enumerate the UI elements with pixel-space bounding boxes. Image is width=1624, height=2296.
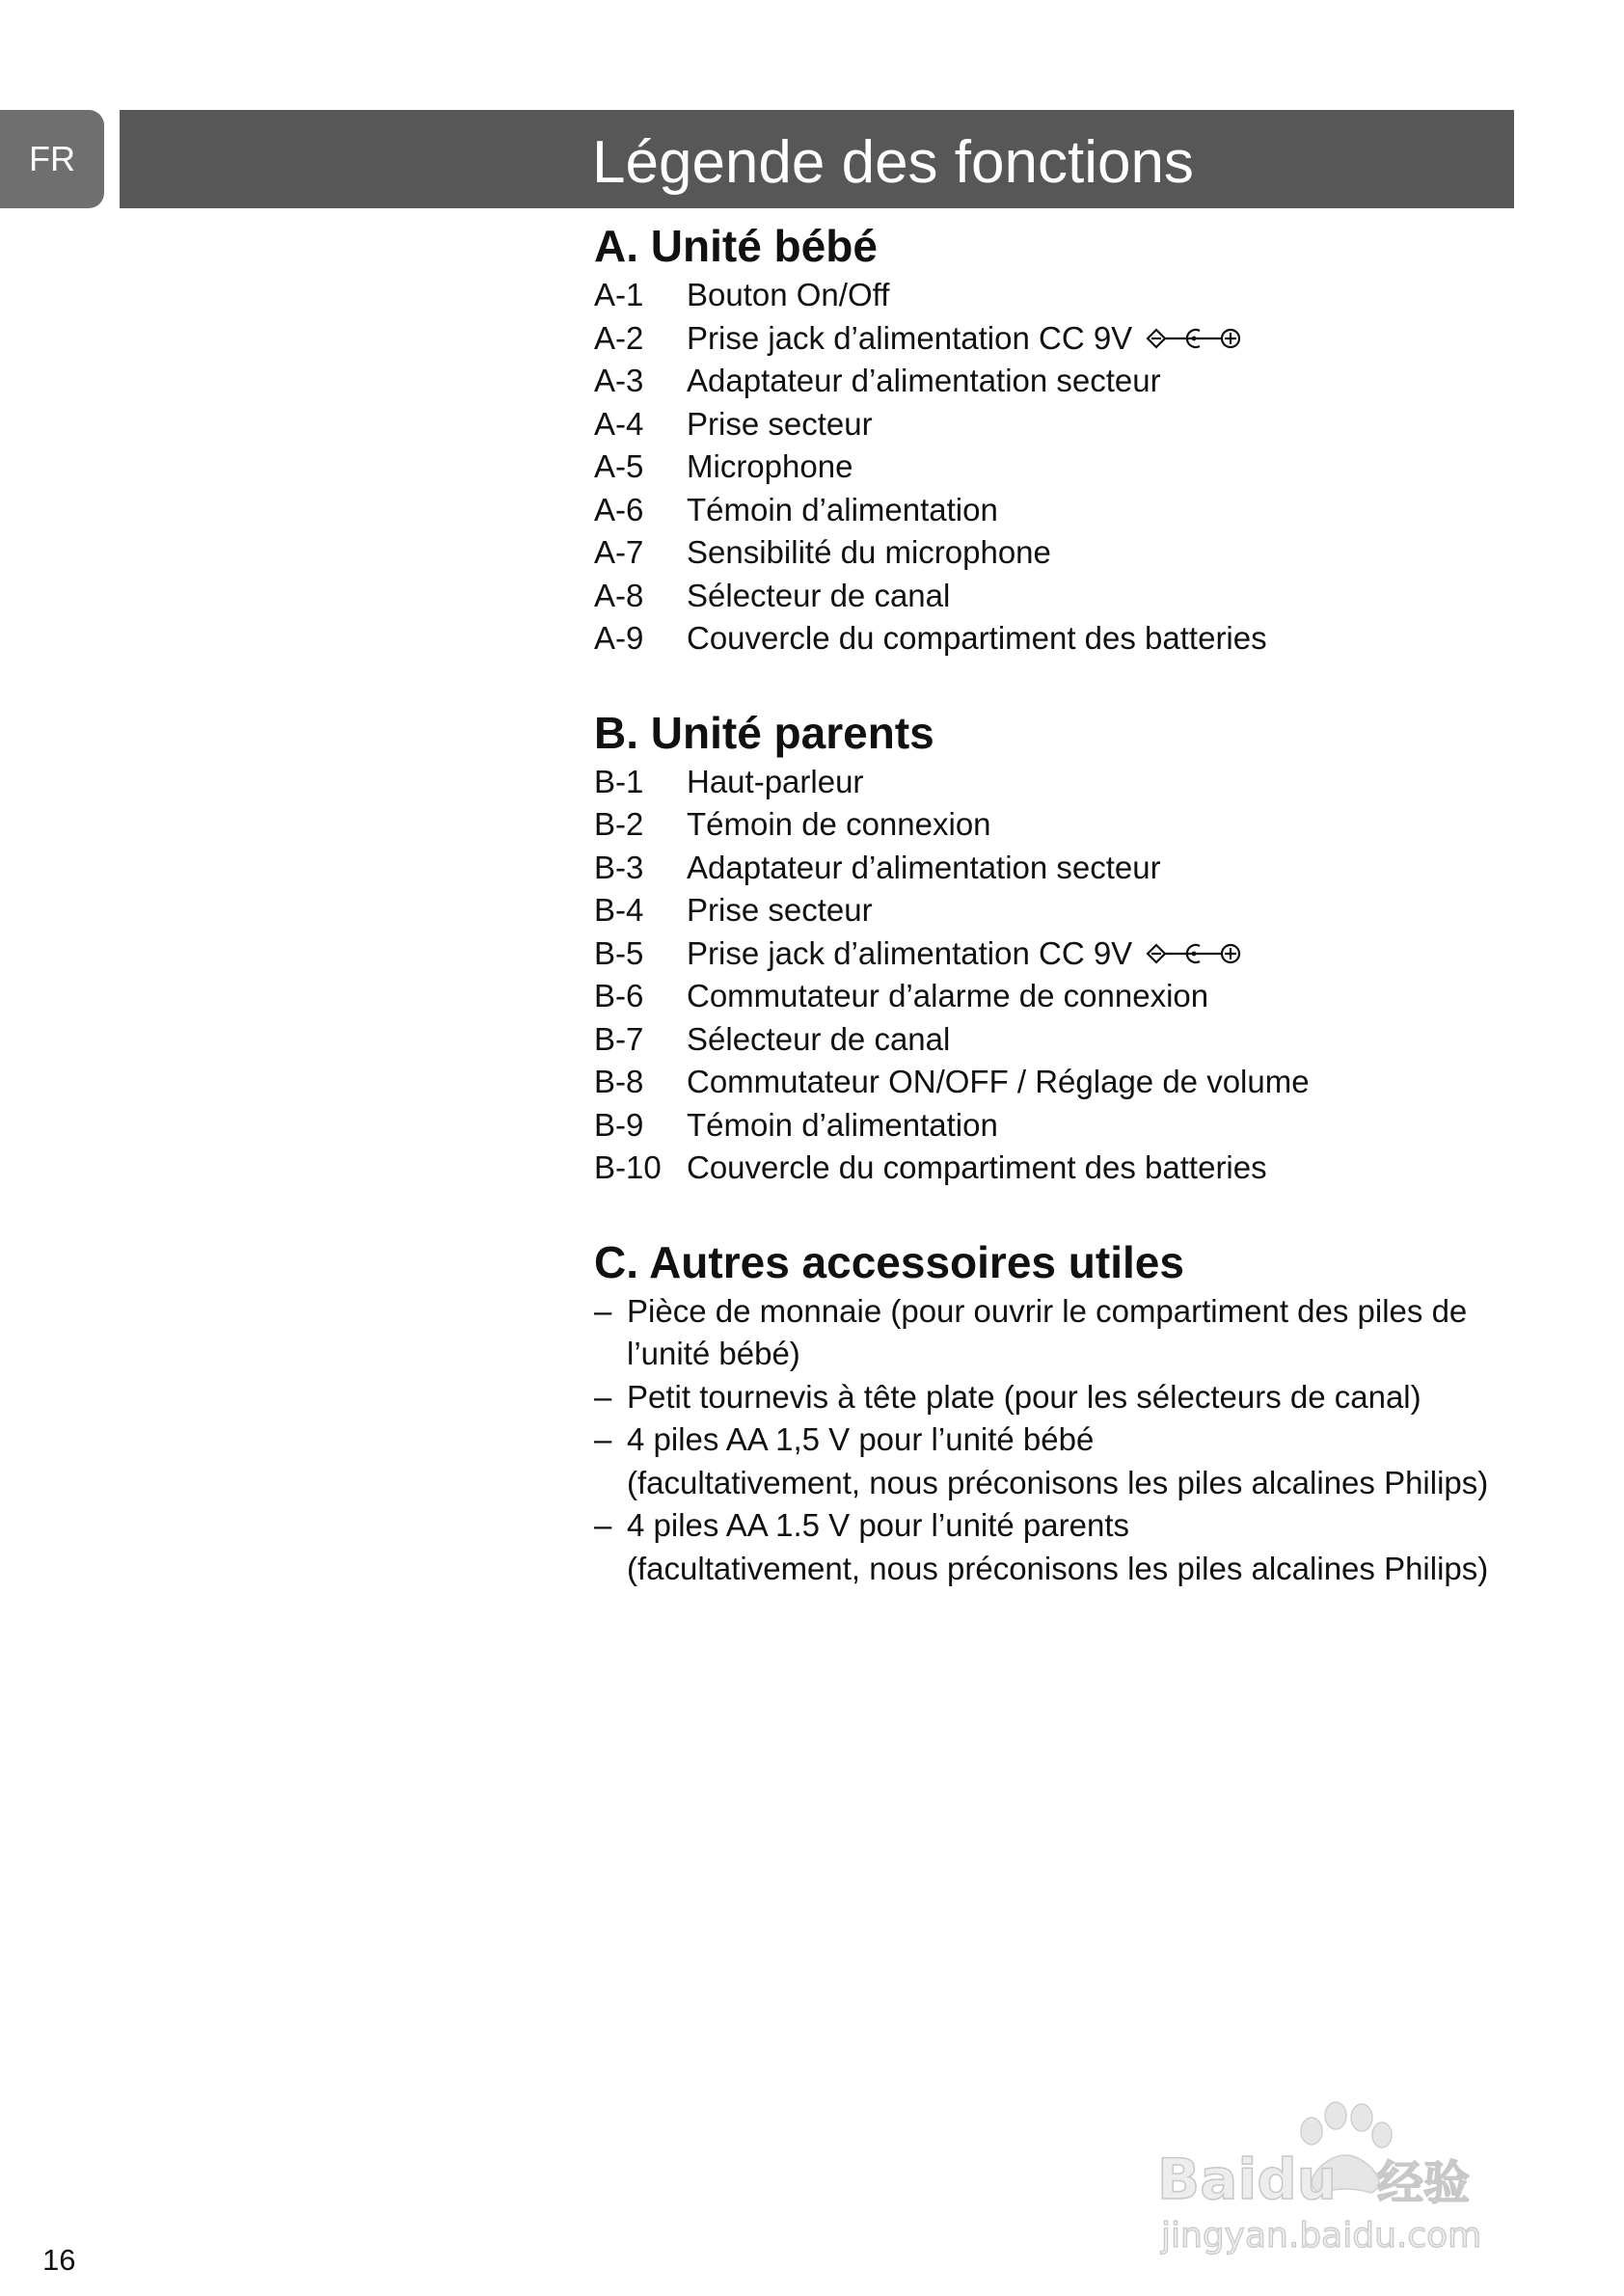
language-tab: FR [0, 110, 104, 208]
item-label: Témoin d’alimentation [687, 491, 998, 527]
list-item [594, 1061, 1520, 1104]
list-item [594, 761, 1520, 804]
page-title: Légende des fonctions [592, 129, 1194, 196]
dash: – [594, 1378, 612, 1415]
list-item [594, 889, 1520, 932]
item-code: B-7 [594, 1020, 644, 1057]
item-label: Adaptateur d’alimentation secteur [687, 363, 1161, 398]
list-item [594, 575, 1520, 618]
bullet-text: 4 piles AA 1.5 V pour l’unité parents [627, 1507, 1130, 1543]
item-label: Haut-parleur [687, 763, 864, 799]
item-label: Témoin de connexion [687, 806, 991, 842]
item-code: B-8 [594, 1064, 644, 1099]
item-code: A-3 [594, 363, 644, 398]
list-item [594, 803, 1520, 847]
item-label: Couvercle du compartiment des batteries [687, 1149, 1267, 1185]
list-item [594, 403, 1520, 446]
list-item [594, 446, 1520, 489]
dc-polarity-icon [1146, 324, 1252, 353]
item-label: Sélecteur de canal [687, 577, 951, 613]
bullet-text: (facultativement, nous préconisons les piles alcalines Philips) [627, 1464, 1489, 1500]
item-label: Microphone [687, 448, 853, 484]
item-code: A-8 [594, 577, 644, 613]
item-label: Prise secteur [687, 892, 873, 928]
item-label [687, 932, 1252, 976]
bullet-body [627, 1504, 1488, 1590]
item-label: Commutateur d’alarme de connexion [687, 978, 1209, 1013]
watermark-chinese: 经验 [1377, 2156, 1471, 2210]
section-heading-c: C. Autres accessoires utiles [594, 1236, 1184, 1287]
item-label: Couvercle du compartiment des batteries [687, 620, 1267, 656]
item-code: A-2 [594, 319, 644, 356]
page-number: 16 [42, 2243, 76, 2277]
item-label: Sensibilité du microphone [687, 534, 1051, 570]
list-item [594, 1104, 1520, 1148]
watermark-brand: Baidu [1157, 2147, 1338, 2212]
item-label: Prise secteur [687, 405, 873, 442]
item-code: B-6 [594, 978, 644, 1013]
dash: – [594, 1292, 612, 1329]
content [594, 218, 1520, 1590]
list-item [594, 274, 1520, 317]
list-item [594, 531, 1520, 575]
list-item [594, 975, 1520, 1018]
bullet-text: (facultativement, nous préconisons les piles alcalines Philips) [627, 1550, 1489, 1586]
item-label-text: Prise jack d’alimentation CC 9V [687, 319, 1133, 356]
list-item [594, 1418, 1520, 1504]
section-b-list [594, 761, 1520, 1190]
item-label [687, 317, 1252, 361]
item-code: A-6 [594, 491, 644, 527]
list-item [594, 847, 1520, 890]
item-code: A-1 [594, 277, 644, 312]
bullet-body [627, 1376, 1421, 1419]
list-item [594, 1504, 1520, 1590]
list-item [594, 932, 1520, 976]
bullet-text: Pièce de monnaie (pour ouvrir le compartiment des piles de [627, 1292, 1468, 1329]
item-code: B-9 [594, 1106, 644, 1143]
bullet-text: Petit tournevis à tête plate (pour les sélecteurs de canal) [627, 1378, 1421, 1415]
item-code: A-9 [594, 620, 644, 656]
item-code: B-2 [594, 806, 644, 842]
dash: – [594, 1421, 612, 1457]
item-code: B-1 [594, 763, 644, 799]
list-item [594, 1290, 1520, 1376]
bullet-text: l’unité bébé) [627, 1336, 800, 1371]
item-label: Bouton On/Off [687, 277, 890, 312]
section-c-list [594, 1290, 1520, 1591]
item-label-text: Prise jack d’alimentation CC 9V [687, 934, 1133, 971]
bullet-body [627, 1418, 1488, 1504]
item-label: Commutateur ON/OFF / Réglage de volume [687, 1064, 1310, 1099]
list-item [594, 317, 1520, 361]
list-item [594, 489, 1520, 532]
list-item [594, 1376, 1520, 1419]
watermark-url: jingyan.baidu.com [1161, 2216, 1482, 2255]
item-code: A-7 [594, 534, 644, 570]
item-code: A-5 [594, 448, 644, 484]
bullet-body [627, 1290, 1467, 1376]
list-item [594, 1018, 1520, 1062]
list-item [594, 1147, 1520, 1190]
item-code: B-10 [594, 1149, 662, 1185]
baidu-watermark-logo [1157, 2093, 1543, 2266]
list-item [594, 360, 1520, 403]
item-code: B-3 [594, 849, 644, 885]
section-heading-a: A. Unité bébé [594, 221, 878, 271]
item-label: Sélecteur de canal [687, 1020, 951, 1057]
section-a-list [594, 274, 1520, 661]
section-heading-b: B. Unité parents [594, 707, 934, 758]
item-code: B-4 [594, 892, 644, 928]
list-item [594, 617, 1520, 661]
item-code: A-4 [594, 405, 644, 442]
item-label: Témoin d’alimentation [687, 1106, 998, 1143]
item-code: B-5 [594, 934, 644, 971]
header-bar [120, 110, 1514, 208]
item-label: Adaptateur d’alimentation secteur [687, 849, 1161, 885]
dc-polarity-icon [1146, 939, 1252, 968]
dash: – [594, 1507, 612, 1543]
bullet-text: 4 piles AA 1,5 V pour l’unité bébé [627, 1421, 1095, 1457]
